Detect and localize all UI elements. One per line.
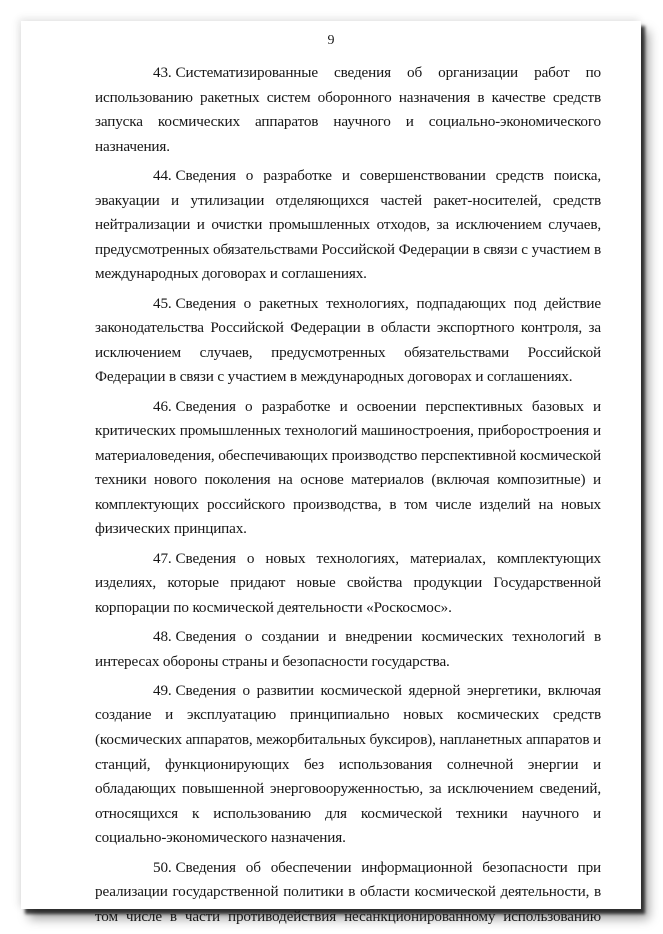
paragraph-number: 47.: [153, 549, 172, 567]
paragraph-48: [95, 625, 601, 674]
paragraph-text: Сведения об обеспечении информационной безопасности при реализации государственной политики в области космической деятельности, в том числе в части противодействия несанкционированному использованию: [95, 858, 601, 925]
paragraph-44: [95, 164, 601, 287]
paragraph-number: 46.: [153, 397, 172, 415]
document-body: [95, 61, 601, 934]
paragraph-text: Сведения о новых технологиях, материалах, комплектующих изделиях, которые придают новые свойства продукции Государственной корпорации по космической деятельности «Роскосмос».: [95, 549, 601, 616]
paragraph-number: 50.: [153, 858, 172, 876]
paragraph-number: 49.: [153, 681, 172, 699]
paragraph-text: Сведения о развитии космической ядерной энергетики, включая создание и эксплуатацию принципиально новых космических средств (космических аппаратов, межорбитальных буксиров), напланетных аппаратов и станций, функционирующих без использования солнечной энергии и обладающих повышенной энерговооруженностью, за исключением сведений, относящихся к использованию для космической техники научного и социально-экономического назначения.: [95, 681, 601, 847]
paragraph-number: 43.: [153, 64, 172, 81]
paragraph-47: [95, 547, 601, 621]
paragraph-43: [95, 61, 601, 159]
paragraph-50: [95, 856, 601, 930]
paragraph-49: [95, 679, 601, 851]
paragraph-text: Систематизированные сведения об организации работ по использованию ракетных систем оборонного назначения в качестве средств запуска космических аппаратов научного и социально-экономического назначения.: [95, 64, 601, 155]
paragraph-number: 44.: [153, 166, 172, 184]
paragraph-number: 48.: [153, 628, 172, 646]
paragraph-text: Сведения о ракетных технологиях, подпадающих под действие законодательства Российской Федерации в области экспортного контроля, за исключением случаев, предусмотренных обязательствами Российской Федерации в связи с участием в международных договорах и соглашениях.: [95, 294, 601, 386]
paragraph-46: [95, 395, 601, 543]
document-page: [21, 21, 641, 925]
paragraph-text: Сведения о разработке и совершенствовании средств поиска, эвакуации и утилизации отделяющихся частей ракет-носителей, средств нейтрализации и очистки промышленных отходов, за исключением случаев, предусмотренных обязательствами Российской Федерации в связи с участием в международных договорах и соглашениях.: [95, 166, 601, 283]
paragraph-text: Сведения о разработке и освоении перспективных базовых и критических промышленных технологий машиностроения, приборостроения и материаловедения, обеспечивающих производство перспективной космической техники нового поколения на основе материалов (включая композитные) и комплектующих российского производства, в том числе изделий на новых физических принципах.: [95, 397, 601, 538]
paragraph-text: Сведения о создании и внедрении космических технологий в интересах обороны страны и безопасности государства.: [95, 628, 601, 670]
paragraph-number: 45.: [153, 294, 172, 312]
paragraph-45: [95, 292, 601, 390]
page-number: 9: [327, 33, 335, 48]
